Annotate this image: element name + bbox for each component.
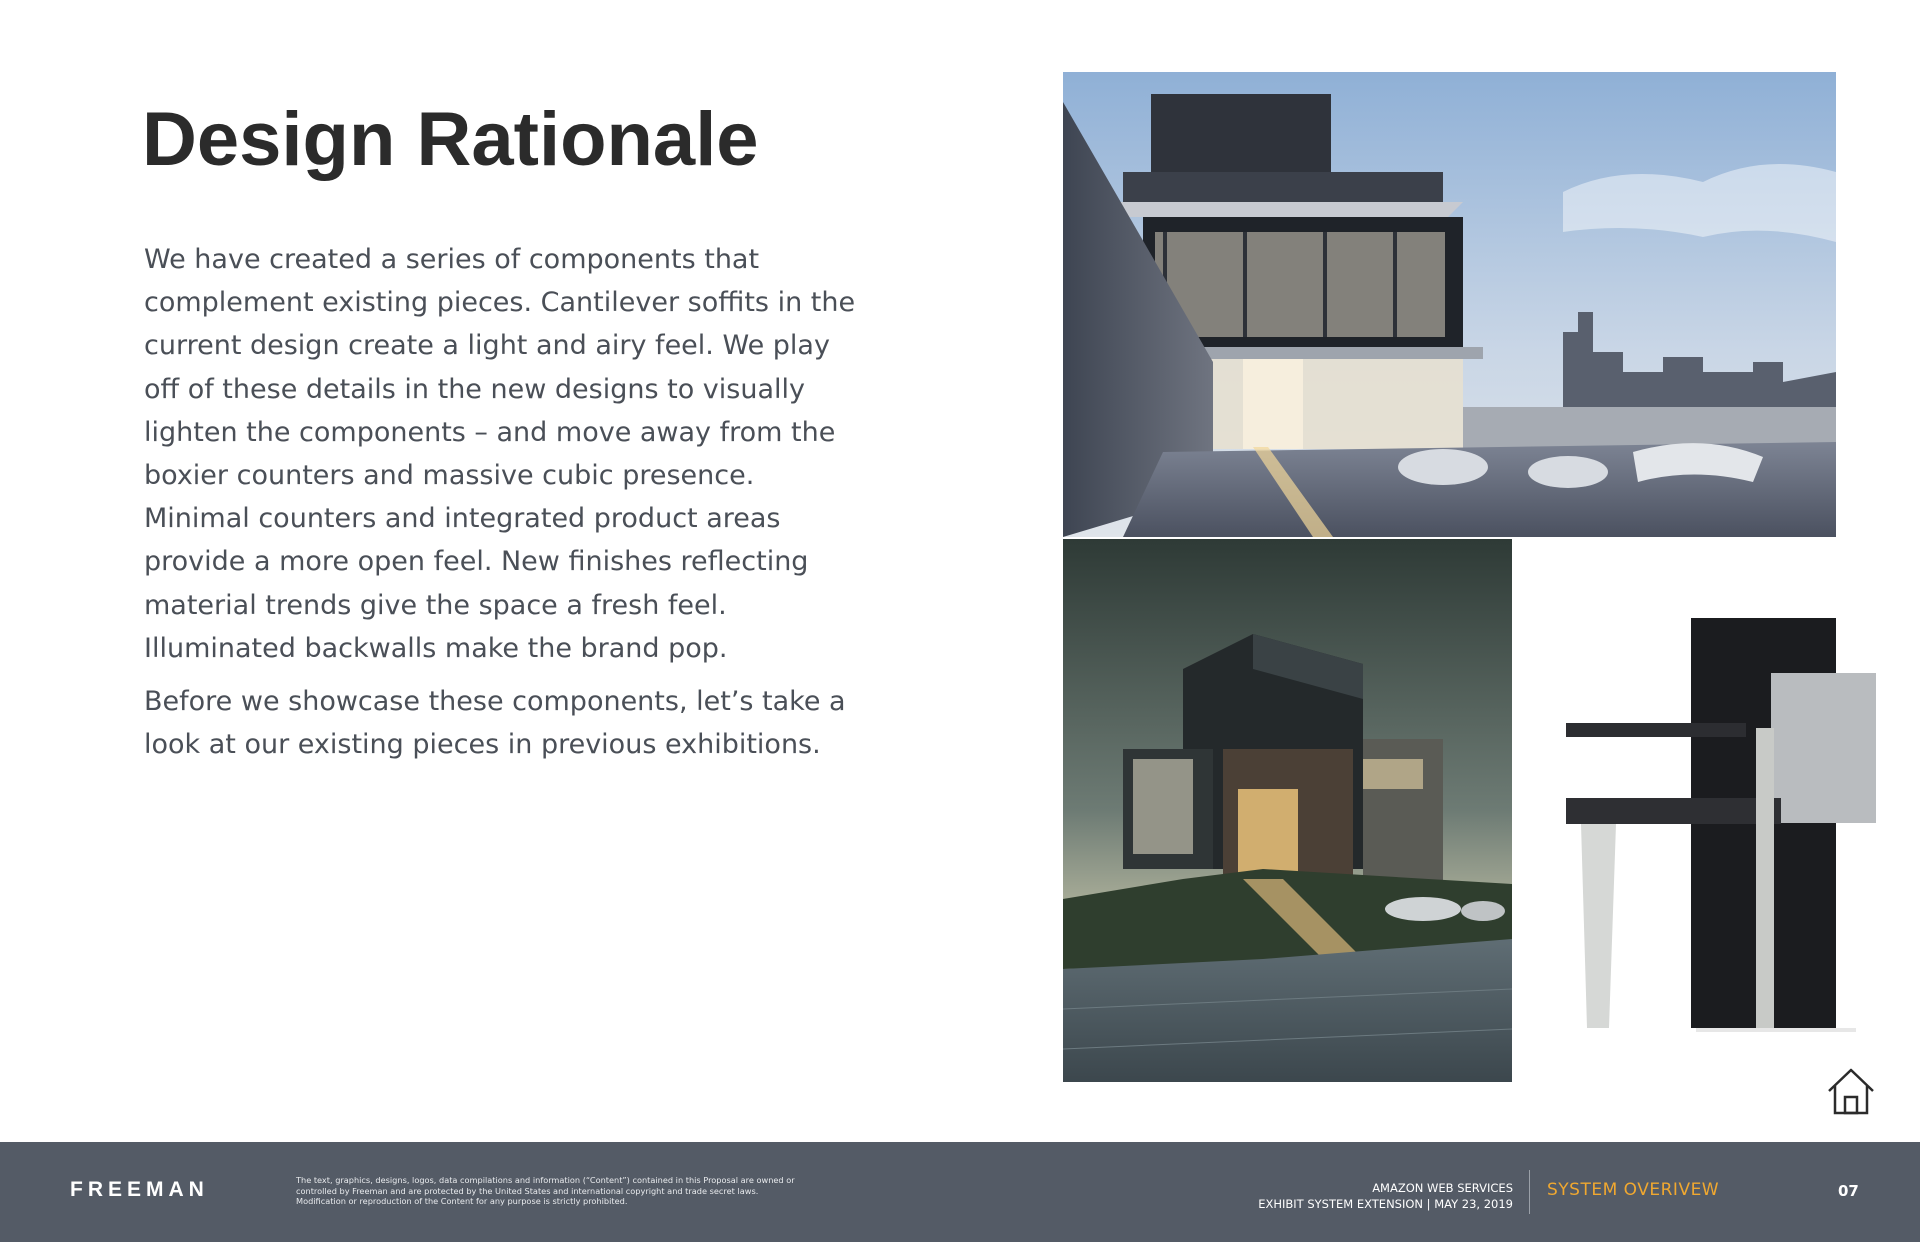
client-name: AMAZON WEB SERVICES [1372, 1181, 1513, 1195]
legal-notice: The text, graphics, designs, logos, data compilations and information (“Content”) contained in this Proposal are owned or controlled by Freeman and are protected by the United States and international copyright and trade secret laws. Modification or reproduction of the Content for any purpose is strictly prohibited. [296, 1175, 795, 1206]
page-title: Design Rationale [142, 97, 759, 182]
home-button[interactable] [1823, 1063, 1879, 1119]
page-number: 07 [1838, 1182, 1859, 1200]
project-date: EXHIBIT SYSTEM EXTENSION | MAY 23, 2019 [1258, 1197, 1513, 1211]
client-info [1258, 1180, 1513, 1212]
footer-bar [0, 1142, 1920, 1242]
home-icon [1823, 1063, 1879, 1119]
modern-house-photo [1063, 539, 1512, 1082]
footer-divider [1529, 1170, 1530, 1214]
freeman-logo: FREEMAN [70, 1178, 209, 1201]
house-terrace-photo [1063, 72, 1836, 537]
chair-photo [1521, 598, 1891, 1032]
body-paragraph-2: Before we showcase these components, let’s take a look at our existing pieces in previous exhibitions. [144, 686, 846, 761]
section-title: SYSTEM OVERIVEW [1547, 1180, 1720, 1200]
body-paragraph-1: We have created a series of components that complement existing pieces. Cantilever soffits in the current design create a light and airy feel. We play off of these details in the new designs to visually lighten the components – and move away from the boxier counters and massive cubic presence. Minimal counters and integrated product areas provide a more open feel. New finishes reflecting material trends give the space a fresh feel. Illuminated backwalls make the brand pop. [144, 244, 856, 664]
